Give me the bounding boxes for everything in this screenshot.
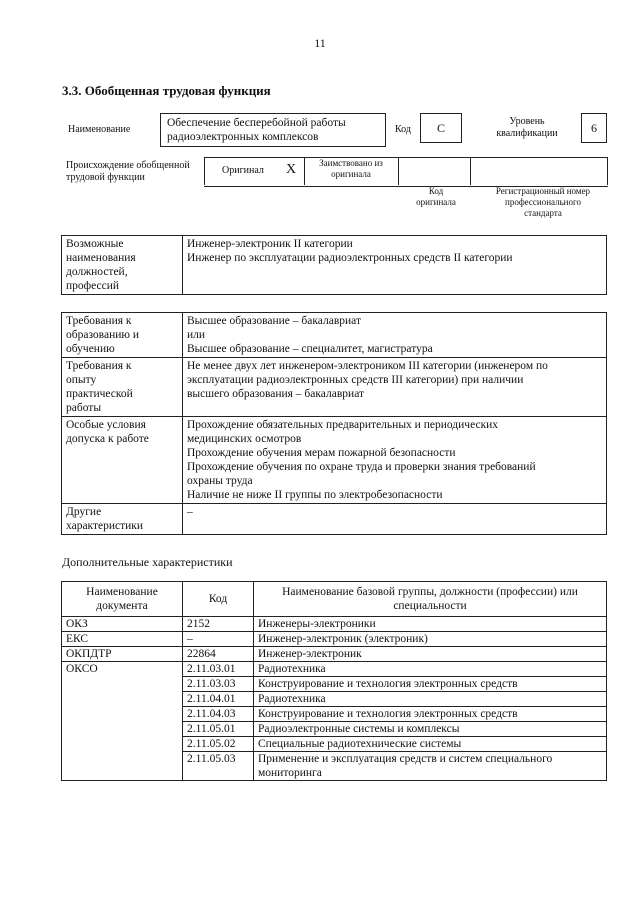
cell-line: Возможные [66, 238, 124, 250]
name-cell: Конструирование и технология электронных средств [254, 707, 607, 722]
code-cell: 2.11.05.01 [183, 722, 254, 737]
cell-line: высшего образования – бакалавриат [187, 388, 365, 400]
table-row [62, 417, 607, 504]
cell-line: или [187, 329, 206, 341]
cell-line: Применение и эксплуатация средств и систем специального [258, 753, 553, 765]
cell-line: характеристики [66, 520, 144, 532]
name-cell: Конструирование и технология электронных средств [254, 677, 607, 692]
cell-line: документа [96, 600, 148, 612]
page-number: 11 [314, 36, 326, 50]
positions-table [61, 235, 607, 295]
cell-line: Инженер-электроник II категории [187, 238, 353, 250]
cell-line: Прохождение обязательных предварительных и периодических [187, 419, 499, 431]
cell-line: профессий [66, 280, 120, 292]
table-header-row [62, 582, 607, 617]
origin-code-label-line: оригинала [416, 197, 456, 207]
name-cell: Инженер-электроник (электроник) [254, 632, 607, 647]
name-cell: Специальные радиотехнические системы [254, 737, 607, 752]
cell-line: Не менее двух лет инженером-электроником III категории (инженером по [187, 360, 548, 372]
reg-number-label-line: Регистрационный номер [495, 186, 591, 196]
requirement-label-cell [62, 504, 183, 535]
name-value-box [160, 113, 386, 147]
level-value-box: 6 [581, 113, 607, 143]
cell-line: Высшее образование – бакалавриат [187, 315, 361, 327]
requirement-value-cell [183, 417, 607, 504]
divider [607, 157, 608, 185]
cell-line: образованию и [66, 329, 139, 341]
header-code: Код [183, 582, 254, 617]
header-doc [62, 582, 183, 617]
name-cell [254, 752, 607, 781]
cell-line: Другие [66, 506, 102, 518]
table-row [62, 236, 607, 295]
section-title: 3.3. Обобщенная трудовая функция [62, 83, 271, 98]
borrowed-label [305, 158, 397, 180]
code-cell: 22864 [183, 647, 254, 662]
table-row [62, 313, 607, 358]
cell-line: Особые условия [66, 419, 146, 431]
name-cell: Радиоэлектронные системы и комплексы [254, 722, 607, 737]
original-mark: X [286, 162, 297, 177]
name-label: Наименование [68, 124, 131, 135]
origin-label-line: Происхождение обобщенной [66, 160, 190, 171]
divider [470, 157, 471, 185]
cell-line: мониторинга [258, 767, 322, 779]
cell-line: Высшее образование – специалитет, магистратура [187, 343, 433, 355]
name-cell: Инженер-электроник [254, 647, 607, 662]
requirement-label-cell [62, 358, 183, 417]
cell-line: Наименование [86, 586, 158, 598]
cell-line: допуска к работе [66, 433, 149, 445]
original-label: Оригинал [222, 165, 264, 176]
doc-cell: ОКПДТР [62, 647, 183, 662]
cell-line: работы [66, 402, 102, 414]
borrowed-label-line: Заимствовано из [319, 158, 383, 168]
cell-line: Наименование базовой группы, должности (профессии) или [282, 586, 578, 598]
cell-line: должностей, [66, 266, 128, 278]
origin-code-label [404, 186, 468, 208]
table-row [62, 647, 607, 662]
reg-number-label-line: стандарта [524, 208, 562, 218]
code-cell: 2.11.04.03 [183, 707, 254, 722]
cell-line: специальности [393, 600, 467, 612]
reg-number-label [478, 186, 608, 219]
name-cell: Инженеры-электроники [254, 617, 607, 632]
code-label: Код [395, 124, 411, 135]
additional-table [61, 581, 607, 781]
name-cell: Радиотехника [254, 662, 607, 677]
cell-line: Инженер по эксплуатации радиоэлектронных средств II категории [187, 252, 513, 264]
origin-label [66, 160, 190, 184]
requirement-value-cell [183, 313, 607, 358]
requirement-label-cell [62, 313, 183, 358]
table-row [62, 632, 607, 647]
doc-cell: ОКСО [62, 662, 183, 781]
code-cell: 2.11.03.01 [183, 662, 254, 677]
table-row [62, 617, 607, 632]
origin-label-line: трудовой функции [66, 172, 145, 183]
cell-line: обучению [66, 343, 115, 355]
code-cell: 2152 [183, 617, 254, 632]
reg-number-label-line: профессионального [505, 197, 581, 207]
borrowed-label-line: оригинала [331, 169, 371, 179]
name-value-line: радиоэлектронных комплексов [167, 131, 319, 143]
cell-line: Прохождение обучения по охране труда и проверки знания требований [187, 461, 536, 473]
header-name [254, 582, 607, 617]
table-row [62, 504, 607, 535]
requirement-value-cell [183, 358, 607, 417]
doc-cell: ОКЗ [62, 617, 183, 632]
origin-strip [204, 157, 608, 187]
level-label-line: квалификации [496, 128, 558, 139]
code-cell: 2.11.05.02 [183, 737, 254, 752]
additional-title: Дополнительные характеристики [62, 555, 233, 569]
name-value-line: Обеспечение бесперебойной работы [167, 117, 346, 129]
cell-line: медицинских осмотров [187, 433, 302, 445]
divider [204, 157, 205, 185]
cell-line: наименования [66, 252, 136, 264]
code-cell: – [183, 632, 254, 647]
doc-cell: ЕКС [62, 632, 183, 647]
table-row [62, 358, 607, 417]
cell-line: – [187, 506, 193, 518]
table-row [62, 662, 607, 677]
positions-value-cell [183, 236, 607, 295]
code-cell: 2.11.05.03 [183, 752, 254, 781]
cell-line: охраны труда [187, 475, 253, 487]
requirement-label-cell [62, 417, 183, 504]
cell-line: эксплуатации радиоэлектронных средств III категории) при наличии [187, 374, 524, 386]
name-cell: Радиотехника [254, 692, 607, 707]
requirement-value-cell [183, 504, 607, 535]
requirements-table [61, 312, 607, 535]
cell-line: Требования к [66, 315, 132, 327]
cell-line: Требования к [66, 360, 132, 372]
code-cell: 2.11.04.01 [183, 692, 254, 707]
level-label-line: Уровень [509, 116, 545, 127]
code-value-box: C [420, 113, 462, 143]
cell-line: Прохождение обучения мерам пожарной безопасности [187, 447, 456, 459]
cell-line: опыту [66, 374, 97, 386]
level-label [478, 116, 576, 140]
code-cell: 2.11.03.03 [183, 677, 254, 692]
divider [398, 157, 399, 185]
positions-label-cell [62, 236, 183, 295]
cell-line: Наличие не ниже II группы по электробезопасности [187, 489, 443, 501]
origin-code-label-line: Код [428, 186, 444, 196]
cell-line: практической [66, 388, 133, 400]
